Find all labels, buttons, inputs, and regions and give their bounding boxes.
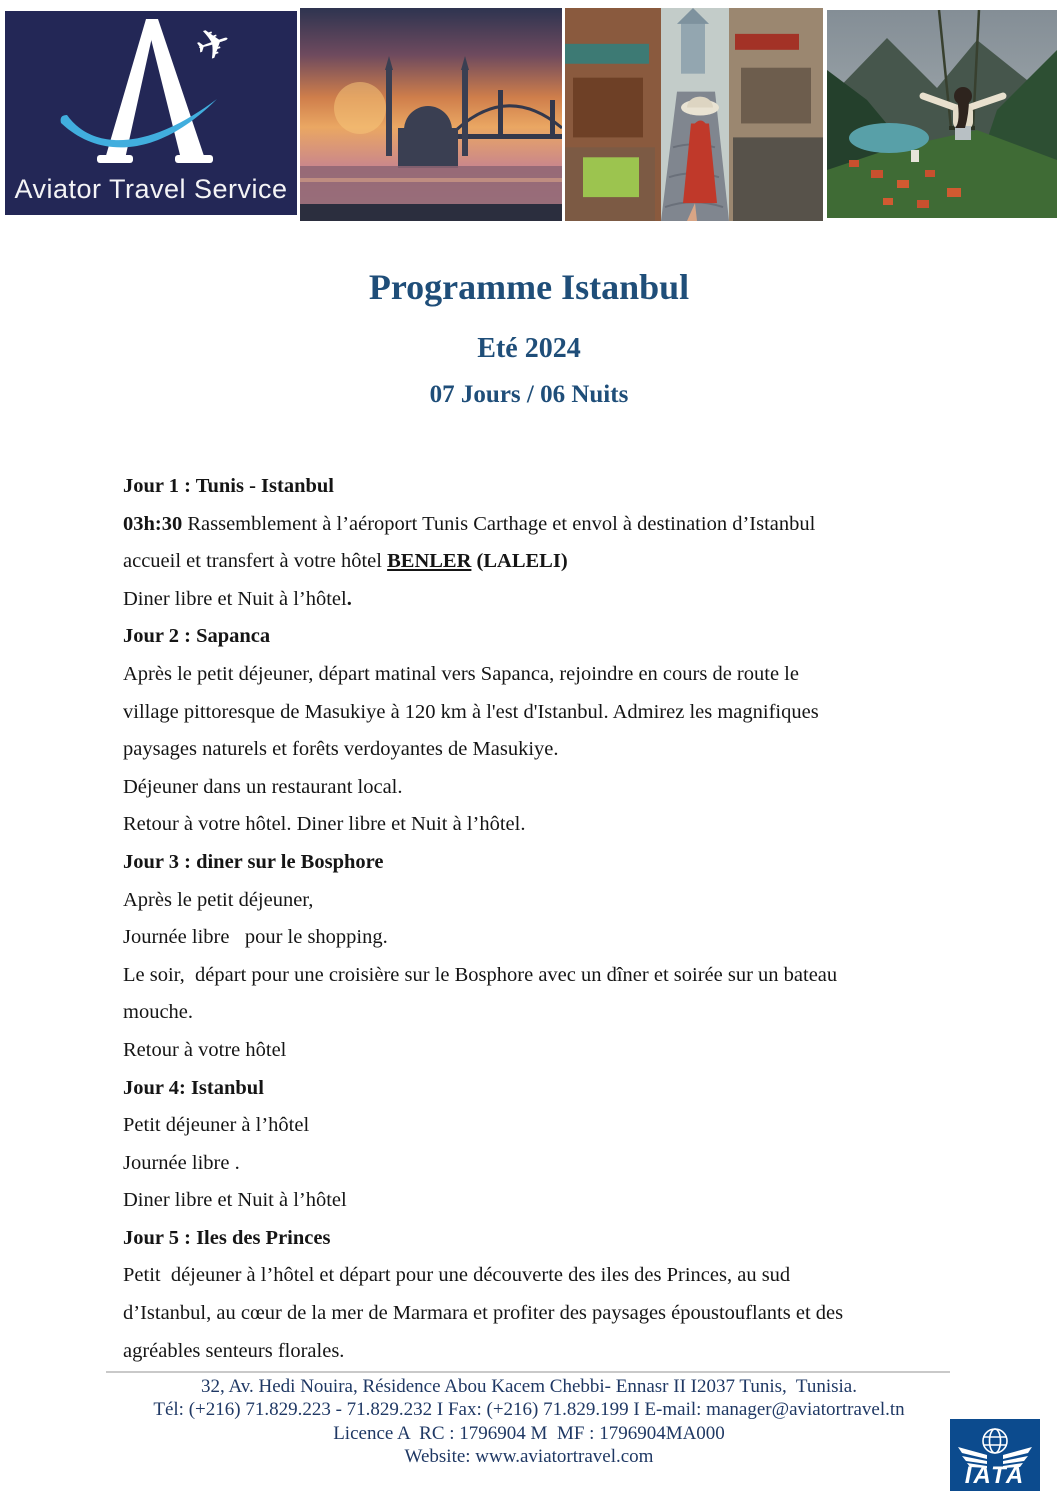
day3-line [123, 957, 1023, 995]
day3-line [123, 994, 1023, 1032]
day3-heading [123, 844, 1023, 882]
body-text: . [346, 587, 352, 610]
heading-text: Jour 5 : Iles des Princes [123, 1226, 331, 1249]
day5-line [123, 1257, 1023, 1295]
footer-divider [106, 1371, 950, 1373]
day5-heading [123, 1220, 1023, 1258]
heading-text: Jour 2 : Sapanca [123, 625, 271, 648]
body-text: Après le petit déjeuner, départ matinal vers Sapanca, rejoindre en cours de route le [123, 662, 799, 685]
body-text: Diner libre et Nuit à l’hôtel [123, 587, 347, 610]
body-text: Rassemblement à l’aéroport Tunis Carthage et envol à destination d’Istanbul [182, 512, 816, 535]
day1-heading [123, 468, 1023, 506]
time-label: 03h:30 [123, 512, 183, 535]
day3-line [123, 919, 1023, 957]
iata-emblem [950, 1419, 1040, 1491]
heading-text: Jour 1 : Tunis - Istanbul [123, 475, 334, 497]
day5-line [123, 1333, 1023, 1371]
body-text: Retour à votre hôtel [123, 1038, 287, 1061]
brand-band [5, 11, 297, 215]
body-text: Déjeuner dans un restaurant local. [123, 775, 403, 798]
body-text: accueil et transfert à votre hôtel [123, 550, 388, 573]
day4-line [123, 1182, 1023, 1220]
footer-address: 32, Av. Hedi Nouira, Résidence Abou Kacem Chebbi- Ennasr II I2037 Tunis, Tunisia. [201, 1376, 857, 1397]
hotel-district: (LALELI) [471, 550, 568, 573]
mosque-sunset-illustration [300, 8, 562, 221]
day2-line [123, 694, 1023, 732]
day1-line [123, 543, 1023, 581]
body-text: agréables senteurs florales. [123, 1339, 345, 1362]
footer-contact: Tél: (+216) 71.829.223 - 71.829.232 I Fax: (+216) 71.829.199 I E-mail: manager@aviatortravel.tn [153, 1399, 905, 1421]
body-text: Petit déjeuner à l’hôtel [123, 1114, 310, 1137]
footer-licence: Licence A RC : 1796904 M MF : 1796904MA000 [333, 1422, 725, 1444]
body-text: mouche. [123, 1001, 194, 1024]
plane-icon: ✈ [188, 15, 238, 73]
body-text: Après le petit déjeuner, [123, 888, 314, 911]
day3-line [123, 882, 1023, 920]
brand-name: Aviator Travel Service [14, 174, 288, 204]
body-text: Petit déjeuner à l’hôtel et départ pour une découverte des iles des Princes, au sud [123, 1264, 791, 1287]
iata-logo [950, 1419, 1040, 1491]
body-text: Le soir, départ pour une croisière sur le Bosphore avec un dîner et soirée sur un bateau [123, 963, 838, 986]
day5-line [123, 1295, 1023, 1333]
body-text: d’Istanbul, au cœur de la mer de Marmara et profiter des paysages époustouflants et des [123, 1302, 844, 1325]
day3-line [123, 1032, 1023, 1070]
aviator-logo [5, 11, 297, 171]
page-title: Programme Istanbul [368, 267, 690, 307]
body-text: Journée libre . [123, 1151, 240, 1174]
footer-website: Website: www.aviatortravel.com [404, 1445, 654, 1467]
day4-heading [123, 1070, 1023, 1108]
header-photo-swing-valley [827, 10, 1057, 218]
day2-line [123, 731, 1023, 769]
footer [0, 1375, 1058, 1468]
day2-line [123, 806, 1023, 844]
day2-line [123, 656, 1023, 694]
page-subtitle-season: Eté 2024 [477, 333, 581, 364]
heading-text: Jour 3 : diner sur le Bosphore [123, 850, 384, 873]
day4-line [123, 1107, 1023, 1145]
day1-line [123, 581, 1023, 619]
swing-valley-illustration [827, 10, 1057, 218]
heading-text: Jour 4: Istanbul [123, 1076, 264, 1099]
day2-heading [123, 618, 1023, 656]
body-text: Diner libre et Nuit à l’hôtel [123, 1189, 347, 1212]
body-text: Journée libre pour le shopping. [123, 926, 388, 949]
day2-line [123, 769, 1023, 807]
page-subtitle-duration: 07 Jours / 06 Nuits [429, 381, 629, 408]
street-scene-illustration [565, 8, 823, 221]
body-text: Retour à votre hôtel. Diner libre et Nuit à l’hôtel. [123, 813, 526, 836]
header-photo-street-red-dress [565, 8, 823, 221]
day4-line [123, 1145, 1023, 1183]
header-photo-mosque-sunset [300, 8, 562, 221]
body-text: village pittoresque de Masukiye à 120 km à l'est d'Istanbul. Admirez les magnifiques [123, 700, 819, 723]
itinerary-body [123, 468, 1023, 1370]
day1-line [123, 506, 1023, 544]
body-text: paysages naturels et forêts verdoyantes de Masukiye. [123, 738, 559, 761]
iata-label: IATA [964, 1462, 1026, 1489]
hotel-name: BENLER [387, 550, 472, 573]
